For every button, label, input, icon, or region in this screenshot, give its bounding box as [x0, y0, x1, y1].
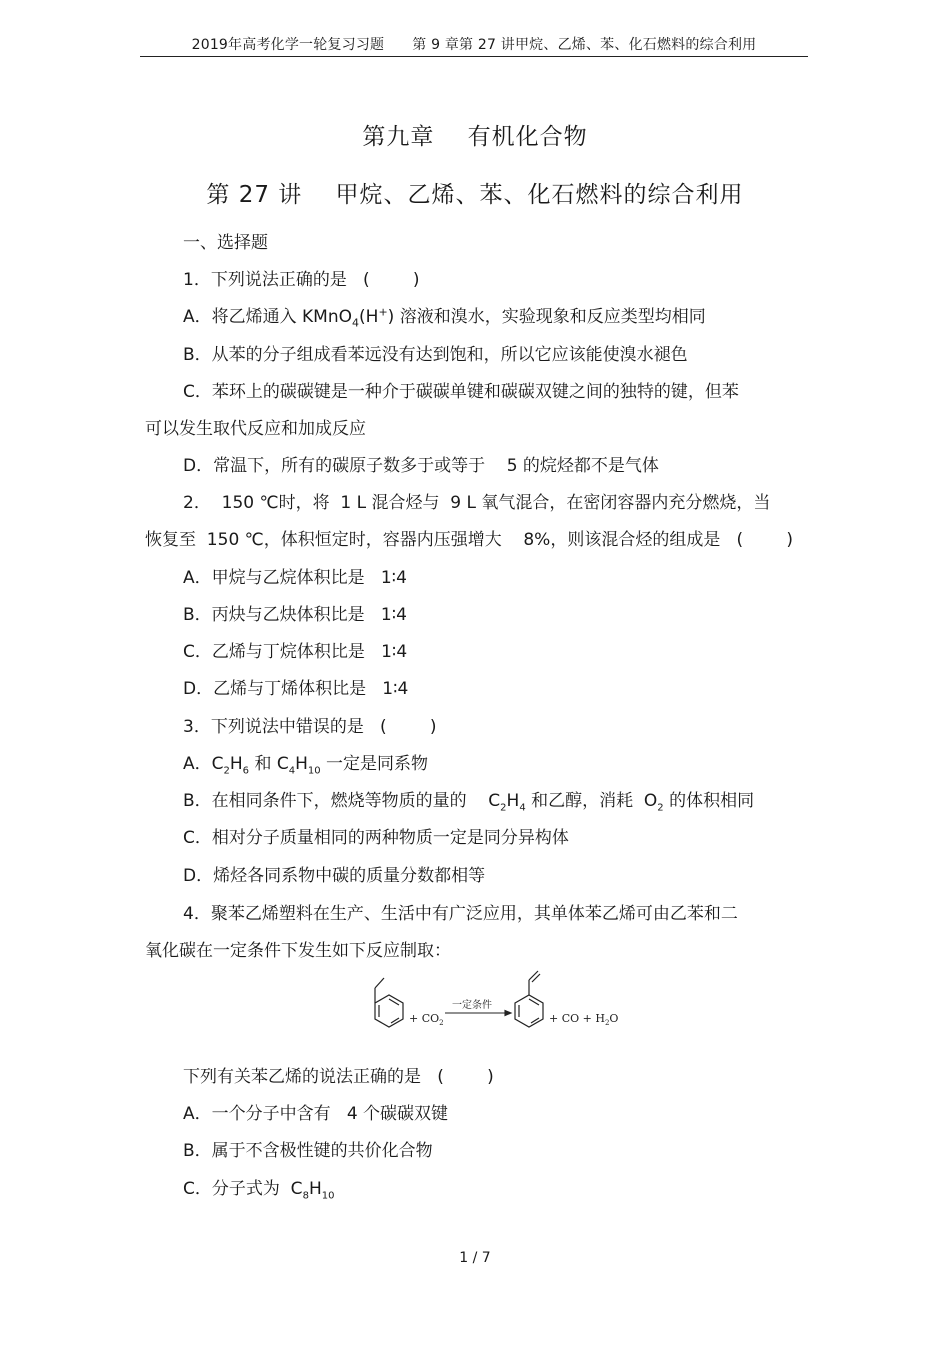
q3-b-2: H — [506, 791, 520, 811]
q2-option-a: A．甲烷与乙烷体积比是 1∶4 — [183, 568, 407, 588]
q3-option-b — [183, 786, 754, 813]
q1-a-post: ) 溶液和溴水，实验现象和反应类型均相同 — [387, 307, 706, 327]
reaction-condition: 一定条件 — [452, 1000, 492, 1011]
q1-option-c-line2: 可以发生取代反应和加成反应 — [145, 419, 366, 439]
q3-b-3: 和乙醇，消耗 O — [525, 791, 658, 811]
q1-option-c-line1: C．苯环上的碳碳键是一种介于碳碳单键和碳碳双键之间的独特的键，但苯 — [183, 382, 739, 402]
q1-stem: 1．下列说法正确的是 ( ) — [183, 270, 420, 290]
q3-stem: 3．下列说法中错误的是 ( ) — [183, 717, 437, 737]
q3-a-5: 一定是同系物 — [320, 754, 429, 774]
section-heading: 一、选择题 — [183, 233, 268, 253]
q3-option-d: D．烯烃各同系物中碳的质量分数都相等 — [183, 866, 486, 886]
q2-option-c: C．乙烯与丁烷体积比是 1∶4 — [183, 642, 408, 662]
q4-c-2s: 10 — [321, 1190, 335, 1202]
q4-option-b: B．属于不含极性键的共价化合物 — [183, 1141, 433, 1161]
q2-stem-line2: 恢复至 150 ℃，体积恒定时，容器内压强增大 8%，则该混合烃的组成是 ( ) — [145, 530, 794, 550]
q1-a-sup: + — [378, 305, 388, 319]
q1-a-mid: (H — [359, 307, 379, 327]
q1-option-a — [183, 302, 706, 329]
q3-a-2s: 6 — [242, 765, 250, 777]
running-header — [140, 34, 808, 57]
q1-option-d: D．常温下，所有的碳原子数多于或等于 5 的烷烃都不是气体 — [183, 456, 659, 476]
q3-a-3: 和 C — [249, 754, 289, 774]
q2-option-d: D．乙烯与丁烯体积比是 1∶4 — [183, 679, 409, 699]
q3-b-3s: 2 — [657, 802, 664, 814]
q3-b-2s: 4 — [519, 802, 526, 814]
reaction-equation — [355, 966, 635, 1048]
chapter-title: 第九章 有机化合物 — [362, 124, 588, 150]
q3-b-1: B．在相同条件下，燃烧等物质的量的 C — [183, 791, 501, 811]
page-number: 1 / 7 — [459, 1250, 491, 1266]
q4-question: 下列有关苯乙烯的说法正确的是 ( ) — [183, 1067, 494, 1087]
q4-c-2: H — [308, 1179, 322, 1199]
header-left: 2019年高考化学一轮复习习题 — [191, 37, 385, 53]
q3-option-c: C．相对分子质量相同的两种物质一定是同分异构体 — [183, 828, 569, 848]
q3-b-1s: 2 — [500, 802, 507, 814]
header-right: 第 9 章第 27 讲甲烷、乙烯、苯、化石燃料的综合利用 — [412, 37, 757, 53]
q3-a-3s: 4 — [288, 765, 296, 777]
q4-c-1s: 8 — [302, 1190, 309, 1202]
q4-stem-line1: 4．聚苯乙烯塑料在生产、生活中有广泛应用，其单体苯乙烯可由乙苯和二 — [183, 904, 738, 924]
q3-a-4: H — [295, 754, 308, 774]
reactant-co2: + $CO_2$ — [409, 1012, 444, 1027]
reaction-arrow — [445, 1011, 511, 1016]
products-co-h2o: + CO + $H_2O$ — [549, 1012, 619, 1027]
q4-option-c — [183, 1174, 334, 1201]
q1-a-sub: 4 — [352, 316, 360, 330]
lecture-title: 第 27 讲 甲烷、乙烯、苯、化石燃料的综合利用 — [206, 182, 744, 208]
q2-option-b: B．丙炔与乙炔体积比是 1∶4 — [183, 605, 407, 625]
q4-option-a: A．一个分子中含有 4 个碳碳双键 — [183, 1104, 449, 1124]
q3-a-2: H — [229, 754, 243, 774]
q3-option-a — [183, 749, 428, 776]
q2-stem-line1: 2． 150 ℃时，将 1 L 混合烃与 9 L 氧气混合，在密闭容器内充分燃烧，当 — [183, 493, 771, 513]
q1-a-text: A．将乙烯通入 KMnO — [183, 307, 353, 327]
ethylbenzene-structure — [375, 978, 403, 1027]
q3-a-4s: 10 — [307, 765, 321, 777]
q3-a-1: A．C — [183, 754, 224, 774]
q4-c-1: C．分子式为 C — [183, 1179, 303, 1199]
q1-option-b: B．从苯的分子组成看苯远没有达到饱和，所以它应该能使溴水褪色 — [183, 345, 688, 365]
styrene-structure — [515, 971, 543, 1027]
q3-b-4: 的体积相同 — [663, 791, 755, 811]
q3-a-1s: 2 — [223, 765, 230, 777]
q4-stem-line2: 氧化碳在一定条件下发生如下反应制取： — [145, 941, 451, 961]
